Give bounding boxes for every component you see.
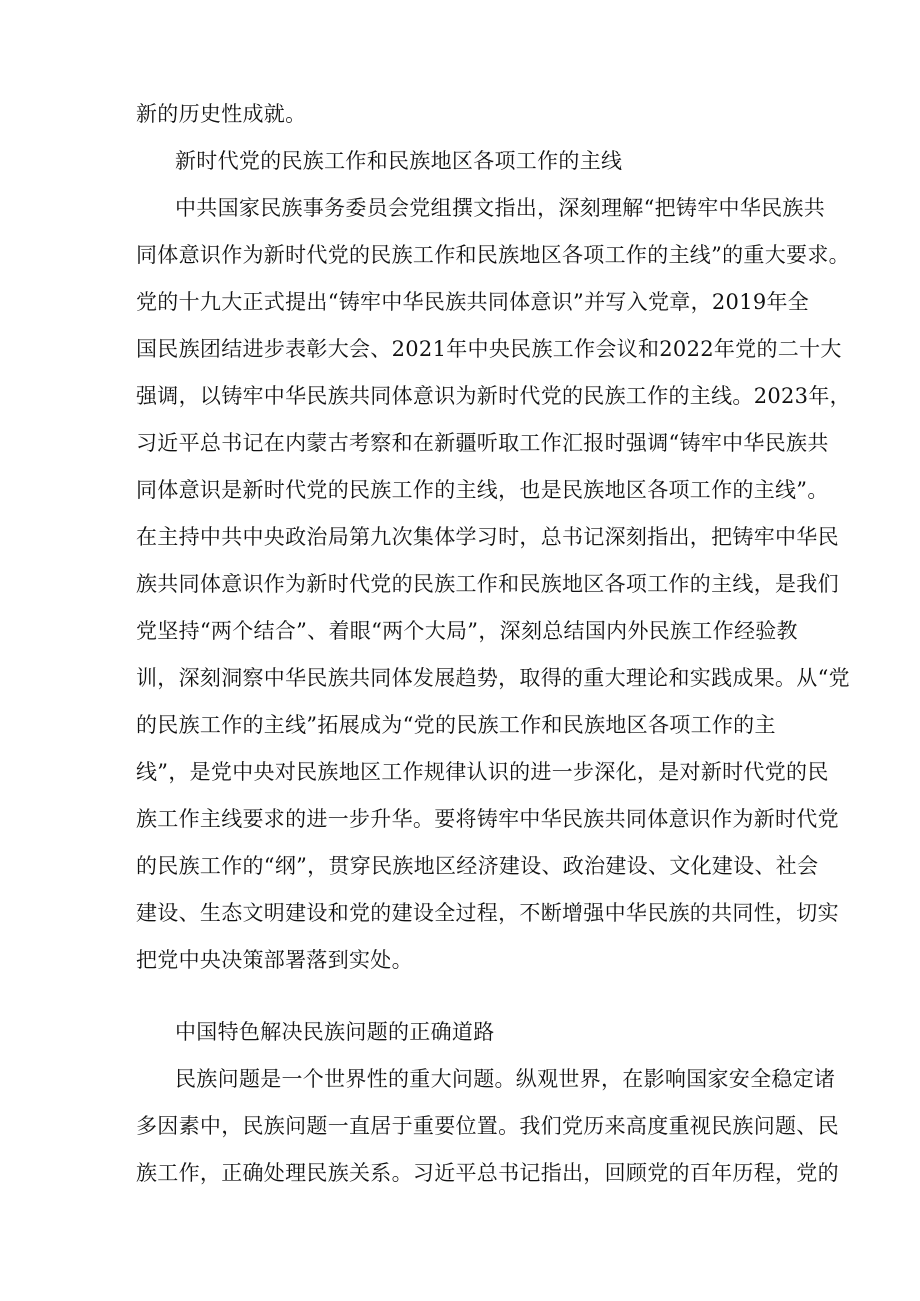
text-line: 族共同体意识作为新时代党的民族工作和民族地区各项工作的主线，是我们 (136, 572, 839, 596)
text-line: 强调，以铸牢中华民族共同体意识为新时代党的民族工作的主线。2023年， (136, 384, 851, 408)
text-line: 族工作，正确处理民族关系。习近平总书记指出，回顾党的百年历程，党的 (136, 1161, 839, 1185)
text-line: 国民族团结进步表彰大会、2021年中央民族工作会议和2022年党的二十大 (136, 337, 842, 361)
text-line: 建设、生态文明建设和党的建设全过程，不断增强中华民族的共同性，切实 (136, 901, 839, 925)
section-heading: 中国特色解决民族问题的正确道路 (175, 1020, 495, 1044)
text-line: 习近平总书记在内蒙古考察和在新疆听取工作汇报时强调“铸牢中华民族共 (136, 431, 829, 455)
text-line: 在主持中共中央政治局第九次集体学习时，总书记深刻指出，把铸牢中华民 (136, 525, 839, 549)
text-line: 线”，是党中央对民族地区工作规律认识的进一步深化，是对新时代党的民 (136, 760, 829, 784)
text-line: 民族问题是一个世界性的重大问题。纵观世界，在影响国家安全稳定诸 (175, 1067, 836, 1091)
text-line: 党坚持“两个结合”、着眼“两个大局”，深刻总结国内外民族工作经验教 (136, 619, 798, 643)
text-line: 的民族工作的主线”拓展成为“党的民族工作和民族地区各项工作的主 (136, 713, 776, 737)
text-line: 训，深刻洞察中华民族共同体发展趋势，取得的重大理论和实践成果。从“党 (136, 666, 850, 690)
text-line: 党的十九大正式提出“铸牢中华民族共同体意识”并写入党章，2019年全 (136, 290, 810, 314)
text-line: 的民族工作的“纲”，贯穿民族地区经济建设、政治建设、文化建设、社会 (136, 854, 819, 878)
text-line: 同体意识是新时代党的民族工作的主线，也是民族地区各项工作的主线”。 (136, 478, 829, 502)
text-line: 同体意识作为新时代党的民族工作和民族地区各项工作的主线”的重大要求。 (136, 243, 850, 267)
text-line: 把党中央决策部署落到实处。 (136, 948, 413, 972)
section-heading: 新时代党的民族工作和民族地区各项工作的主线 (175, 149, 623, 173)
text-line: 多因素中，民族问题一直居于重要位置。我们党历来高度重视民族问题、民 (136, 1114, 839, 1138)
text-line: 族工作主线要求的进一步升华。要将铸牢中华民族共同体意识作为新时代党 (136, 807, 839, 831)
text-line: 新的历史性成就。 (136, 102, 307, 126)
text-line: 中共国家民族事务委员会党组撰文指出，深刻理解“把铸牢中华民族共 (175, 196, 826, 220)
